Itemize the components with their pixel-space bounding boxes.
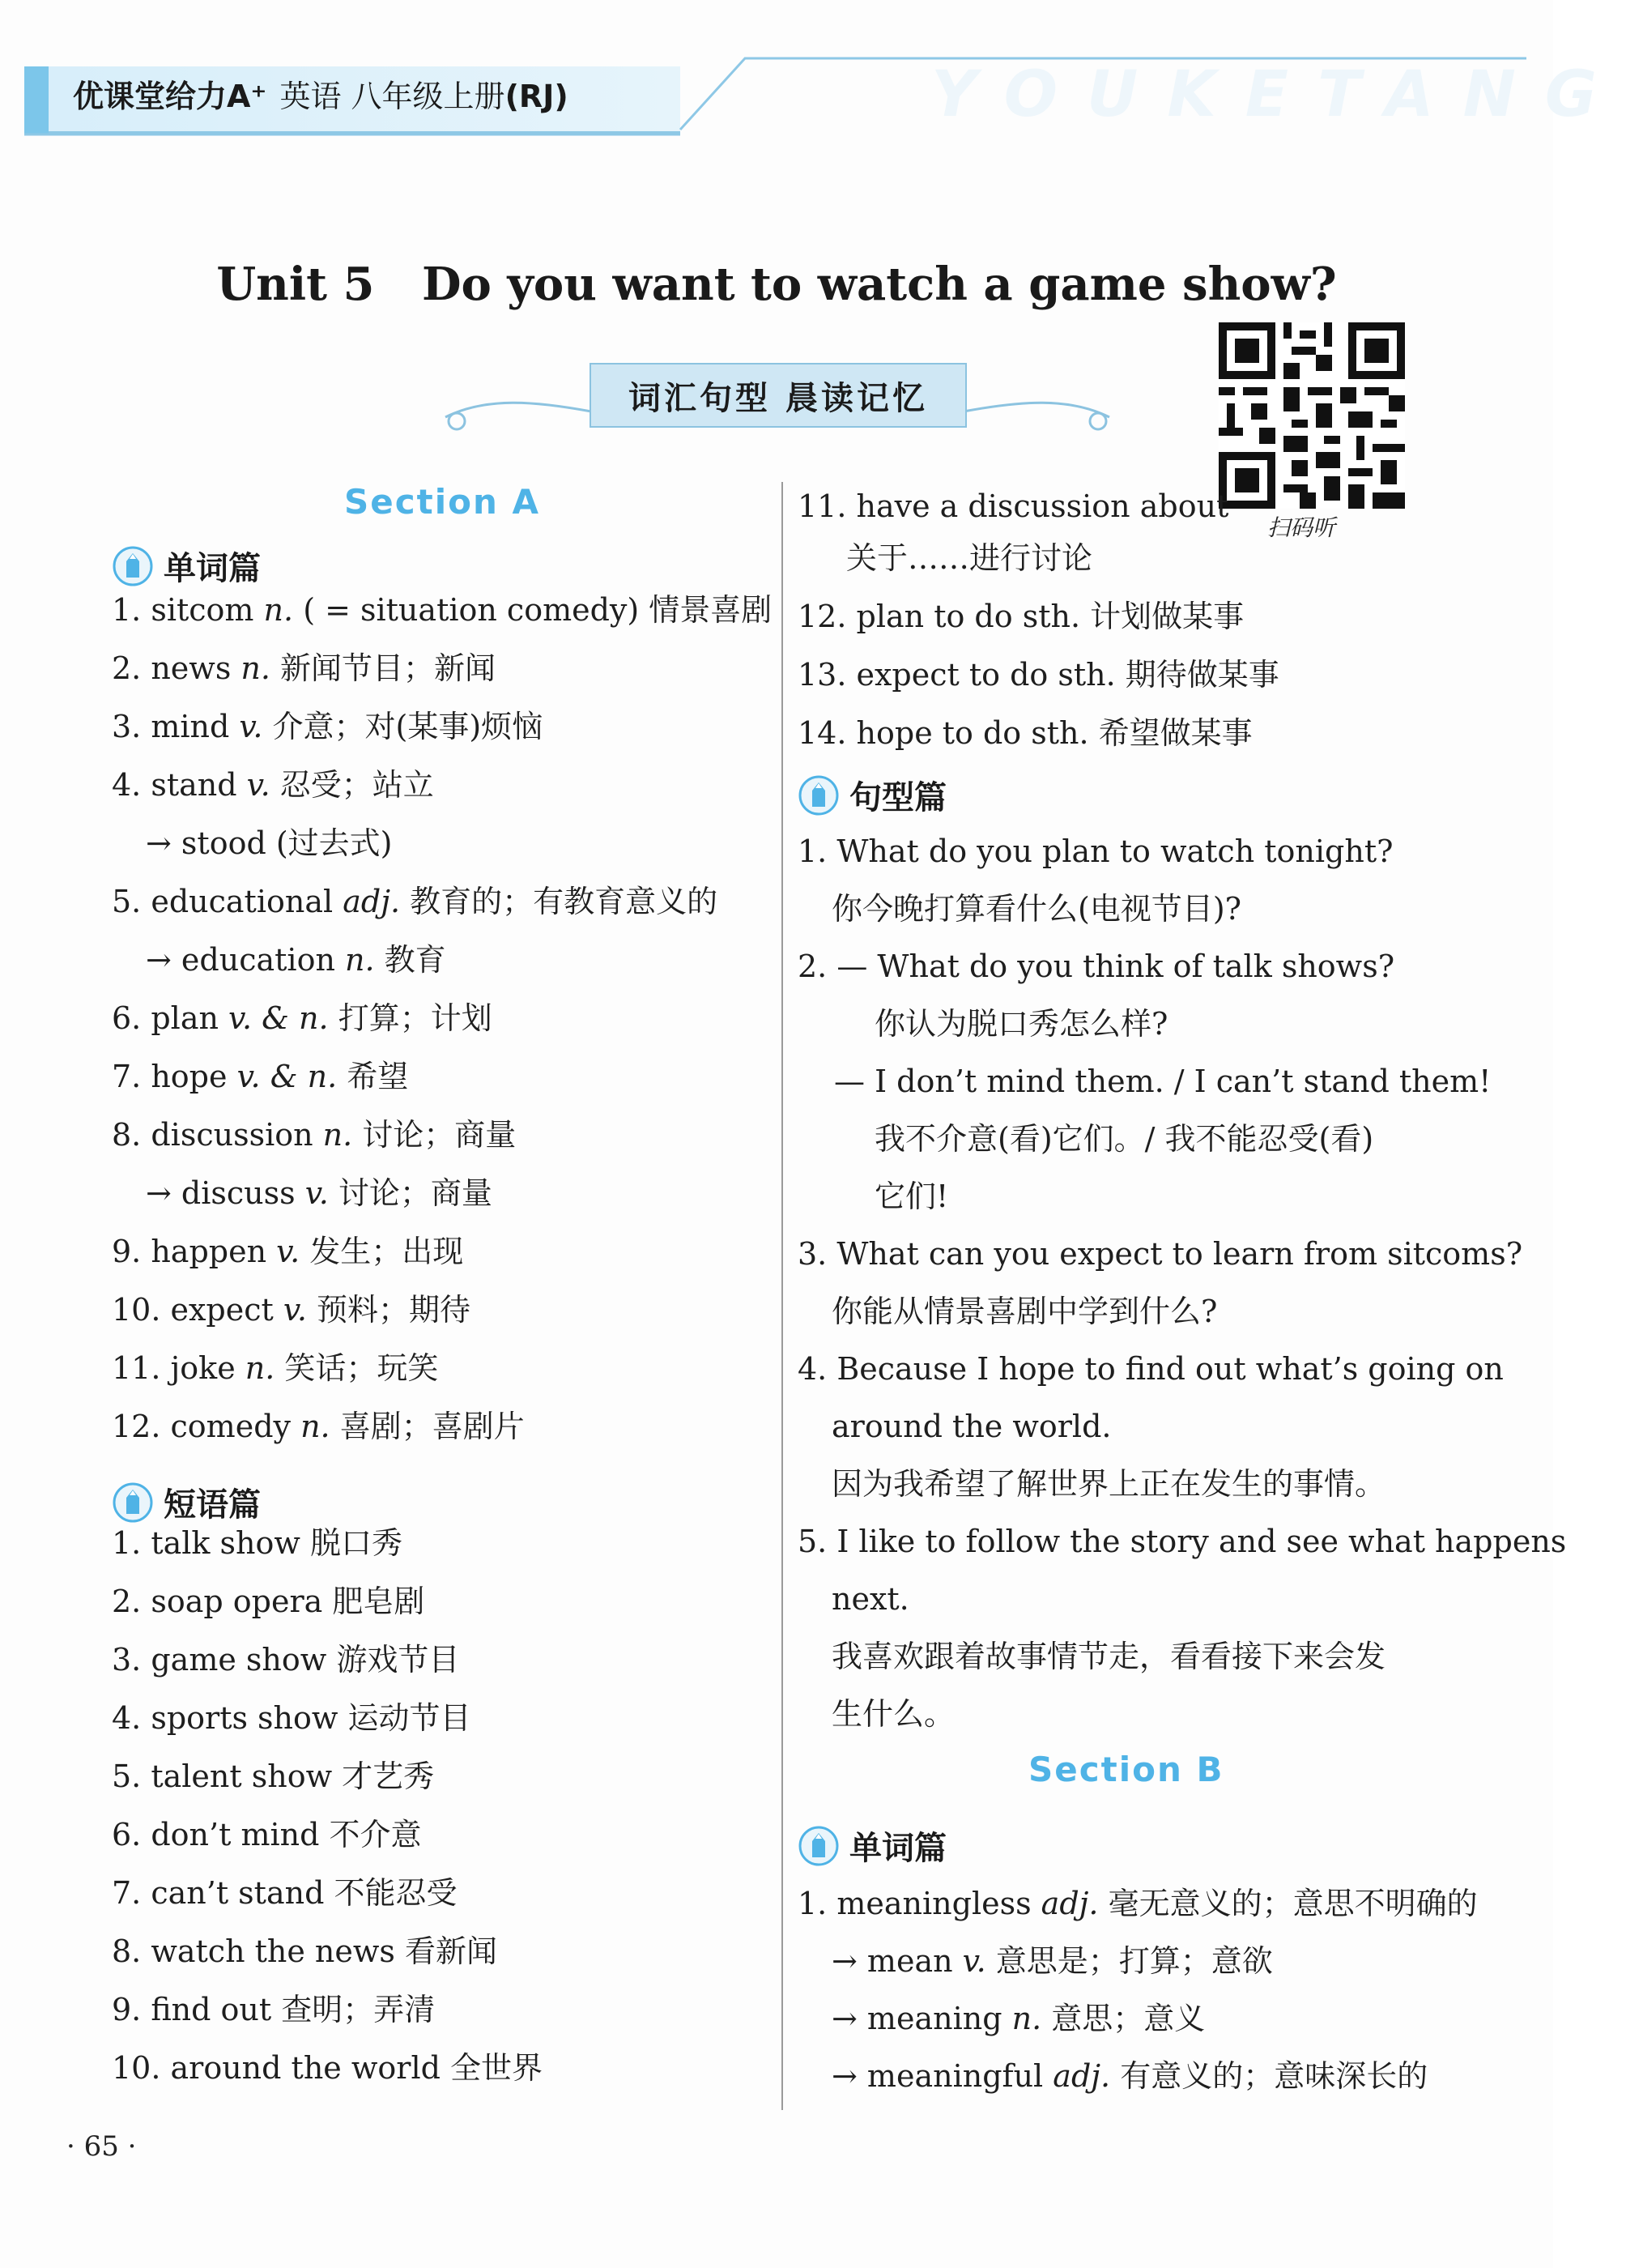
word-meaning: 预料；期待 (306, 1292, 471, 1328)
phrase-entry: 关于……进行讨论 (846, 540, 1093, 576)
header-title (73, 71, 568, 116)
section-a-title: Section A (344, 482, 540, 522)
word-meaning: 发生；出现 (300, 1234, 464, 1269)
pencil-icon (798, 774, 840, 816)
column-divider (781, 482, 783, 2110)
word-term: 7. hope (112, 1059, 237, 1094)
word-meaning: 打算；计划 (328, 1000, 492, 1036)
word-meaning: 教育的；有教育意义的 (400, 884, 718, 919)
word-entry (112, 1406, 525, 1447)
part-of-speech: n. (263, 592, 294, 628)
part-of-speech: adj. (1041, 1886, 1099, 1921)
word-term: → stood (过去式) (146, 825, 393, 861)
word-term: → meaning (832, 2001, 1012, 2036)
sentence-line: 3. What can you expect to learn from sitcoms? (798, 1236, 1523, 1272)
word-entry (112, 1115, 516, 1155)
word-term: 9. happen (112, 1234, 277, 1269)
word-entry (146, 940, 446, 980)
sentence-line: around the world. (832, 1409, 1112, 1444)
banner: 词汇句型 晨读记忆 (590, 363, 967, 428)
phrase-entry: 5. talent show 才艺秀 (112, 1759, 435, 1794)
page-number: · 65 · (66, 2130, 137, 2163)
sentence-line: 我喜欢跟着故事情节走，看看接下来会发 (832, 1639, 1386, 1674)
phrase-entry: 14. hope to do sth. 希望做某事 (798, 715, 1253, 751)
part-of-speech: n. (1011, 2001, 1042, 2036)
word-term: 1. meaningless (798, 1886, 1041, 1921)
phrase-entry: 1. talk show 脱口秀 (112, 1525, 402, 1561)
words-heading-b-label: 单词篇 (849, 1830, 947, 1867)
words-heading-label: 单词篇 (164, 550, 261, 587)
phrases-heading (112, 1479, 261, 1525)
word-term: 4. stand (112, 767, 247, 803)
unit-title: Unit 5 Do you want to watch a game show? (216, 258, 1337, 311)
pencil-icon (112, 545, 154, 587)
word-term: 3. mind (112, 709, 240, 744)
part-of-speech: n. (300, 1409, 330, 1444)
subject-label: 英语 八年级上册 (279, 79, 505, 114)
qr-label: 扫码听 (1267, 514, 1336, 541)
word-term: 5. educational (112, 884, 343, 919)
part-of-speech: n. (240, 650, 270, 686)
sentence-line: 你认为脱口秀怎么样? (875, 1006, 1168, 1042)
sentence-line: 你能从情景喜剧中学到什么? (832, 1294, 1218, 1329)
word-entry (112, 1348, 438, 1388)
phrase-entry: 4. sports show 运动节目 (112, 1700, 471, 1736)
pencil-icon (798, 1825, 840, 1867)
pencil-icon (112, 1481, 154, 1524)
sentence-line: 它们! (875, 1179, 949, 1214)
phrase-entry: 7. can’t stand 不能忍受 (112, 1875, 458, 1911)
word-meaning: 笑话；玩笑 (275, 1350, 439, 1386)
phrase-entry: 6. don’t mind 不介意 (112, 1817, 422, 1852)
sentence-line: 2. — What do you think of talk shows? (798, 949, 1395, 984)
sentence-line: 你今晚打算看什么(电视节目)? (832, 891, 1242, 927)
sentences-heading (798, 772, 947, 818)
word-meaning: 喜剧；喜剧片 (330, 1409, 525, 1444)
word-entry (832, 1941, 1273, 1981)
word-entry (112, 648, 496, 688)
part-of-speech: adj. (1053, 2058, 1111, 2094)
word-term: 12. comedy (112, 1409, 301, 1444)
part-of-speech: n. (245, 1350, 275, 1386)
word-entry (146, 1173, 492, 1213)
phrase-entry: 3. game show 游戏节目 (112, 1642, 460, 1678)
part-of-speech: v. (239, 709, 263, 744)
word-term: → education (146, 942, 345, 978)
phrase-entry: 9. find out 查明；弄清 (112, 1992, 436, 2027)
sentence-line: 5. I like to follow the story and see what happens (798, 1524, 1567, 1559)
word-entry (112, 998, 492, 1038)
word-meaning: 希望 (337, 1059, 409, 1094)
phrase-entry: 2. soap opera 肥皂剧 (112, 1584, 425, 1619)
phrase-entry: 13. expect to do sth. 期待做某事 (798, 657, 1279, 693)
word-meaning: 讨论；商量 (352, 1117, 517, 1153)
words-heading-b (798, 1823, 947, 1869)
header-watermark: YOUKETANG (931, 58, 1626, 131)
word-entry (112, 1290, 470, 1330)
sentences-heading-label: 句型篇 (849, 779, 947, 816)
word-meaning: 有意义的；意味深长的 (1110, 2058, 1428, 2094)
part-of-speech: v. (962, 1943, 986, 1979)
word-meaning: 介意；对(某事)烦恼 (262, 709, 543, 744)
word-entry (832, 2056, 1428, 2096)
word-entry (112, 881, 717, 922)
part-of-speech: n. (322, 1117, 353, 1153)
word-meaning: 教育 (374, 942, 446, 978)
word-meaning: 毫无意义的；意思不明确的 (1098, 1886, 1478, 1921)
word-entry (146, 823, 393, 863)
words-heading-a (112, 543, 261, 589)
part-of-speech: v. & n. (236, 1059, 338, 1094)
word-meaning: 忍受；站立 (270, 767, 434, 803)
sentence-line: 4. Because I hope to find out what’s going on (798, 1351, 1504, 1387)
sentence-line: next. (832, 1581, 909, 1617)
sentence-line: 1. What do you plan to watch tonight? (798, 833, 1394, 869)
word-term: → meaningful (832, 2058, 1053, 2094)
word-term: → discuss (146, 1175, 305, 1211)
word-term: 11. joke (112, 1350, 245, 1386)
sentence-line: 生什么。 (832, 1696, 956, 1732)
phrases-heading-label: 短语篇 (164, 1486, 261, 1524)
word-term: 6. plan (112, 1000, 229, 1036)
section-b-title: Section B (1028, 1750, 1224, 1789)
qr-code-icon[interactable] (1219, 322, 1405, 509)
part-of-speech: n. (345, 942, 375, 978)
brand-name: 优课堂给力A⁺ (73, 79, 267, 114)
phrase-entry: 10. around the world 全世界 (112, 2050, 543, 2086)
word-meaning: ( = situation comedy) 情景喜剧 (293, 592, 773, 628)
word-term: 1. sitcom (112, 592, 264, 628)
word-entry (832, 1998, 1205, 2039)
word-meaning: 意思是；打算；意欲 (985, 1943, 1273, 1979)
phrase-entry: 8. watch the news 看新闻 (112, 1933, 498, 1969)
phrase-entry: 12. plan to do sth. 计划做某事 (798, 599, 1245, 634)
word-meaning: 讨论；商量 (328, 1175, 492, 1211)
word-term: 10. expect (112, 1292, 283, 1328)
part-of-speech: v. (276, 1234, 300, 1269)
sentence-line: 我不介意(看)它们。/ 我不能忍受(看) (875, 1121, 1374, 1157)
part-of-speech: v. (283, 1292, 307, 1328)
part-of-speech: v. & n. (228, 1000, 329, 1036)
edition-label: (RJ) (504, 79, 568, 114)
word-entry (112, 590, 772, 630)
phrase-entry: 11. have a discussion about (798, 488, 1229, 524)
part-of-speech: adj. (343, 884, 401, 919)
word-term: 2. news (112, 650, 241, 686)
part-of-speech: v. (246, 767, 270, 803)
word-entry (798, 1883, 1478, 1924)
sentence-line: — I don’t mind them. / I can’t stand them! (834, 1064, 1492, 1099)
sentence-line: 因为我希望了解世界上正在发生的事情。 (832, 1466, 1386, 1502)
word-term: 8. discussion (112, 1117, 323, 1153)
word-entry (112, 706, 543, 747)
part-of-speech: v. (304, 1175, 329, 1211)
word-entry (112, 1231, 463, 1272)
word-meaning: 新闻节目；新闻 (270, 650, 496, 686)
word-entry (112, 765, 434, 805)
word-entry (112, 1056, 408, 1097)
word-term: → mean (832, 1943, 963, 1979)
word-meaning: 意思；意义 (1041, 2001, 1206, 2036)
